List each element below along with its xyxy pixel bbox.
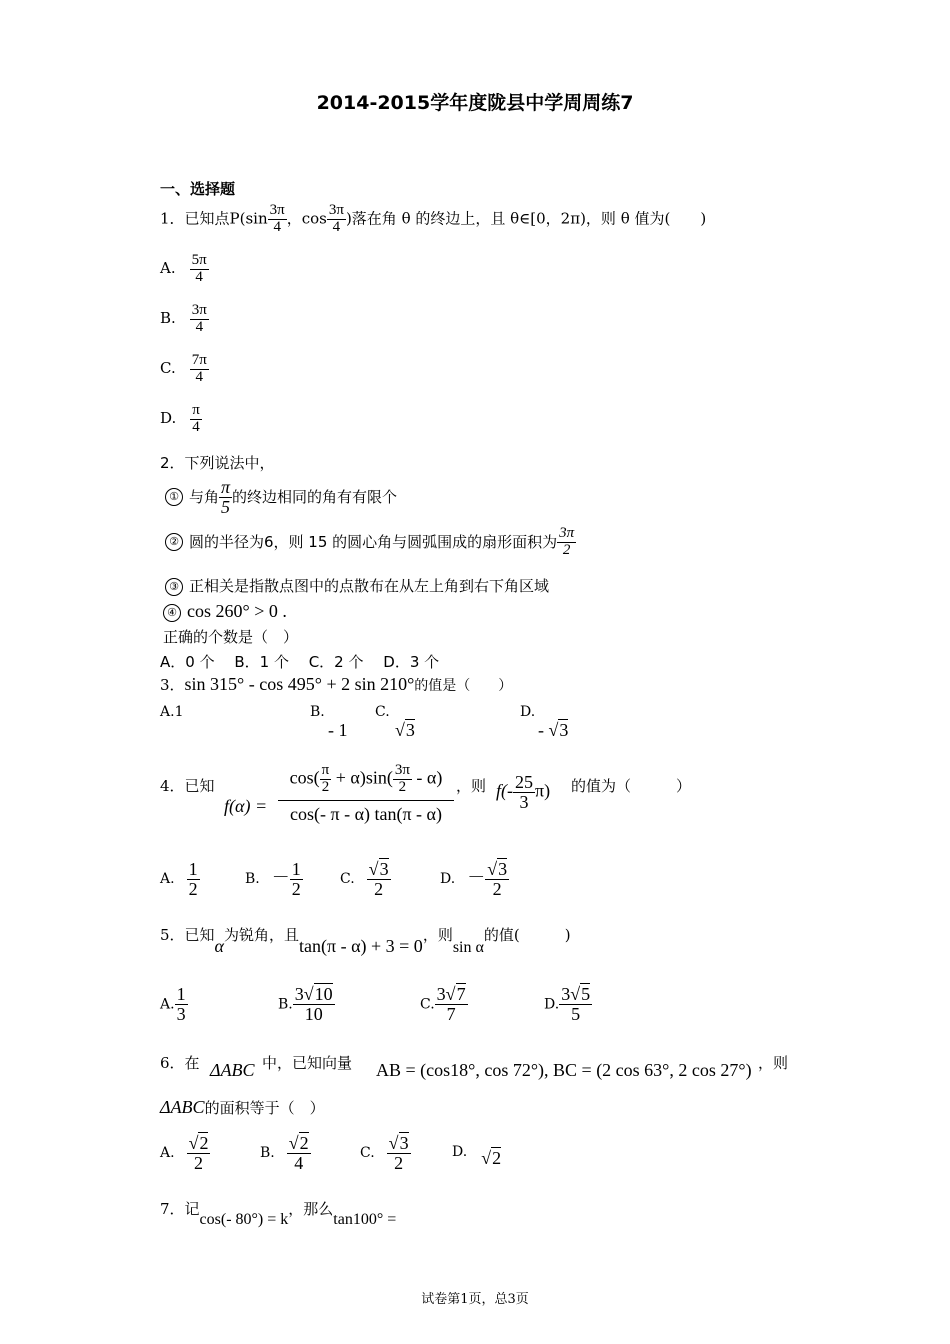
q6-option-a: A. $\frac{√2}{2}$ (160, 1133, 209, 1173)
q4-option-d: D. － $\frac{√3}{2}$ (440, 859, 508, 899)
q1-option-d: D. $\frac{\pi}{4}$ (160, 402, 200, 435)
q6-text-a: 中，已知向量 (262, 1054, 353, 1072)
question-5: 5．已知α为锐角，且tan(π - α) + 3 = 0，则sin α的值( ) (160, 926, 571, 956)
q5-option-c: C. $\frac{3√7}{7}$ (420, 984, 466, 1024)
question-1 (160, 203, 706, 236)
q2-statement-4: ④ cos 260° > 0 . (163, 601, 287, 622)
q4-f-expression: f(- $\frac{25}{3}$ π) (496, 772, 551, 812)
q6-option-c: C. $\frac{√3}{2}$ (360, 1133, 409, 1173)
q6-option-d: D. √2 (452, 1144, 502, 1168)
q1-stem-c: )落在角 θ 的终边上，且 θ∈[0，2π)，则 θ 值为( ) (345, 209, 707, 228)
q1-option-b: B. $\frac{3\pi}{4}$ (160, 302, 207, 335)
document-title: 2014-2015学年度陇县中学周周练7 (316, 92, 634, 114)
q6-option-b: B. $\frac{√2}{4}$ (260, 1133, 309, 1173)
q4-option-c: C. $\frac{√3}{2}$ (340, 859, 389, 899)
question-4-label: 4．已知 (160, 777, 215, 795)
q3-option-c: C. √3 (375, 704, 415, 740)
question-6: 6．在 (160, 1054, 200, 1072)
q2-statement-1: ① 与角 $\frac{\pi}{5}$ 的终边相同的角有有限个 (165, 478, 397, 517)
q2-ask: 正确的个数是（ ） (163, 628, 299, 646)
q1-frac-2: $\frac{3\pi}{4}$ (328, 202, 344, 235)
q1-frac-1: $\frac{3\pi}{4}$ (269, 202, 285, 235)
q2-statement-2: ② 圆的半径为6，则 15 的圆心角与圆弧围成的扇形面积为 $\frac{3\pi}{2}$ (165, 526, 576, 559)
q4-lhs: f(α) = (224, 796, 268, 816)
q6-ask: ΔABC的面积等于（ ） (160, 1097, 325, 1117)
q5-option-a: A. $\frac{1}{3}$ (160, 984, 186, 1024)
q3-option-b: B. - 1 (310, 704, 348, 740)
q4-tail: 的值为（ ） (571, 777, 692, 795)
q5-option-d: D. $\frac{3√5}{5}$ (544, 984, 591, 1024)
q1-option-c: C. $\frac{7\pi}{4}$ (160, 352, 207, 385)
q5-option-b: B. $\frac{3√10}{10}$ (278, 984, 333, 1024)
q4-fraction: cos( $\frac{\pi}{2}$ + α)sin( $\frac{3\pi}{2}$ - α) cos(- π - α) tan(π - α) (278, 763, 454, 825)
q6-triangle: ΔABC (210, 1060, 255, 1080)
q3-option-a: A.1 (160, 704, 184, 720)
section-heading: 一、选择题 (160, 180, 236, 198)
q4-option-b: B. － $\frac{1}{2}$ (245, 859, 301, 899)
question-7: 7．记cos(- 80°) = k，那么tan100° = (160, 1200, 397, 1228)
question-3: 3．sin 315° - cos 495° + 2 sin 210°的值是（ ） (160, 674, 513, 694)
q6-vectors: AB = (cos18°, cos 72°), BC = (2 cos 63°, 2 cos 27°) (376, 1060, 752, 1080)
q1-stem-b: ，cos (286, 209, 327, 228)
q4-option-a: A. $\frac{1}{2}$ (160, 859, 198, 899)
page-footer: 试卷第1页，总3页 (421, 1292, 529, 1307)
q4-mid: ，则 (456, 777, 487, 795)
q1-stem-a: 1．已知点P(sin (160, 209, 268, 228)
question-2: 2．下列说法中， (160, 454, 275, 472)
q3-option-d: D. - √3 (520, 704, 569, 740)
q2-options: A．0 个 B．1 个 C．2 个 D．3 个 (160, 653, 440, 671)
q1-option-a: A. $\frac{5\pi}{4}$ (160, 252, 207, 285)
q6-text-b: ，则 (758, 1054, 789, 1072)
q2-statement-3: ③ 正相关是指散点图中的点散布在从左上角到右下角区域 (165, 575, 549, 596)
